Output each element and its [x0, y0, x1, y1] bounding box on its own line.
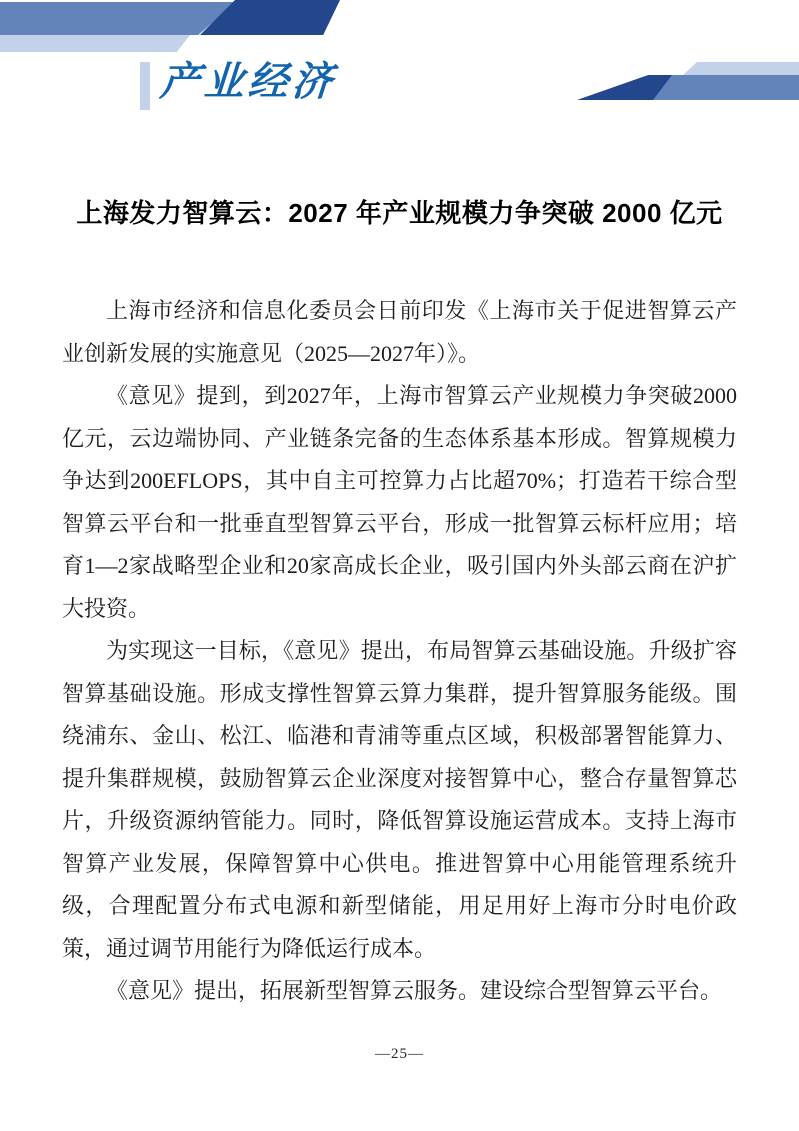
top-right-medium-band [653, 75, 799, 100]
article-title: 上海发力智算云：2027 年产业规模力争突破 2000 亿元 [76, 198, 723, 228]
article-body [62, 290, 737, 1013]
paragraph-1: 上海市经济和信息化委员会日前印发《上海市关于促进智算云产业创新发展的实施意见（2025—2027年）》。 [62, 298, 737, 366]
top-left-medium-parallelogram [0, 2, 236, 35]
paragraph-4: 《意见》提出，拓展新型智算云服务。建设综合型智算云平台。 [106, 978, 723, 1003]
section-header-accent-bar [140, 62, 150, 110]
top-right-light-band [683, 62, 799, 75]
paragraph-3: 为实现这一目标，《意见》提出，布局智算云基础设施。升级扩容智算基础设施。形成支撑性智算云算力集群，提升智算服务能级。围绕浦东、金山、松江、临港和青浦等重点区域，积极部署智能算力、提升集群规模，鼓励智算云企业深度对接智算中心，整合存量智算芯片，升级资源纳管能力。同时，降低智算设施运营成本。支持上海市智算产业发展，保障智算中心供电。推进智算中心用能管理系统升级，合理配置分布式电源和新型储能，用足用好上海市分时电价政策，通过调节用能行为降低运行成本。 [62, 638, 737, 961]
section-header-label: 产业经济 [158, 59, 338, 105]
paragraph-2: 《意见》提到，到2027年，上海市智算云产业规模力争突破2000亿元，云边端协同、产业链条完备的生态体系基本形成。智算规模力争达到200EFLOPS，其中自主可控算力占比超70%；打造若干综合型智算云平台和一批垂直型智算云平台，形成一批智算云标杆应用；培育1—2家战略型企业和20家高成长企业，吸引国内外头部云商在沪扩大投资。 [62, 383, 737, 621]
top-left-light-band [0, 35, 190, 52]
section-header [140, 58, 336, 110]
page-number: —25— [375, 1046, 424, 1062]
